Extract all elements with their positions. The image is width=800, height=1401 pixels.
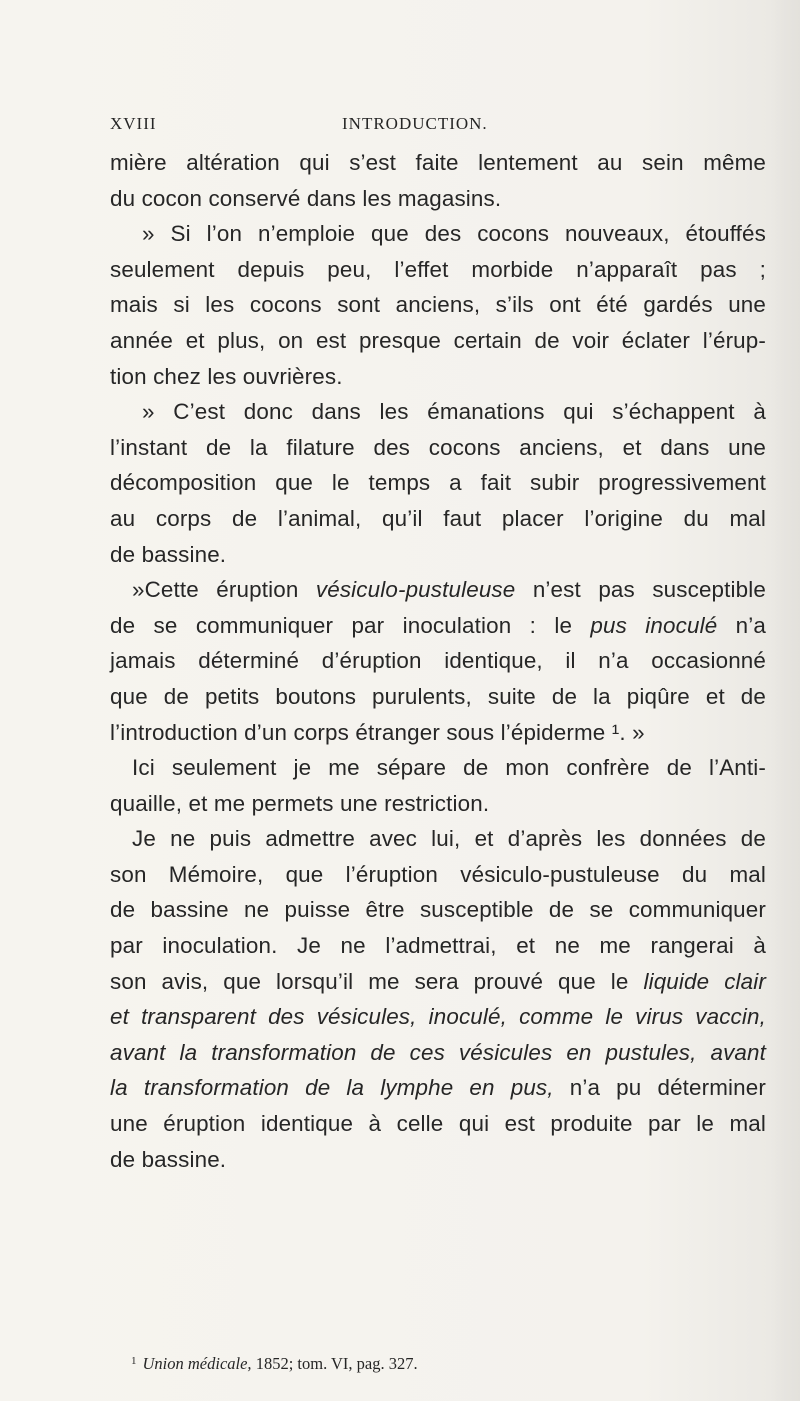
text-line [110,608,766,644]
text-segment: tion chez les ouvrières. [110,363,343,389]
text-segment: de bassine ne puisse être susceptible de se communiquer [110,897,766,923]
text-line [110,323,766,359]
running-title: INTRODUCTION. [342,114,488,133]
text-line [110,643,766,679]
text-segment: n’a pu déterminer [553,1075,766,1101]
text-line [110,1106,766,1142]
text-line [110,359,766,395]
body-text [110,145,766,1177]
text-segment: »Cette éruption [132,577,316,603]
text-line [110,1142,766,1178]
text-line [110,857,766,893]
text-segment: décomposition que le temps a fait subir progressivement [110,470,766,496]
text-line [110,821,766,857]
text-line [110,501,766,537]
footnote-source: Union médicale, [142,1354,252,1373]
text-segment: seulement depuis peu, l’effet morbide n’apparaît pas ; [110,256,766,282]
footnote [131,1354,418,1374]
text-segment: par inoculation. Je ne l’admettrai, et ne me rangerai à [110,933,766,959]
text-segment: » C’est donc dans les émanations qui s’échappent à [142,399,766,425]
italic-text: vésiculo-pustuleuse [315,577,516,603]
page-edge-shadow [770,0,800,1401]
text-line [110,892,766,928]
text-line [110,1070,766,1106]
text-line [110,537,766,573]
text-segment: mais si les cocons sont anciens, s’ils ont été gardés une [110,292,766,318]
text-line [110,964,766,1000]
text-line [110,181,766,217]
footnote-marker: 1 [131,1355,137,1367]
italic-text: la transformation de la lymphe en pus, [110,1075,554,1101]
text-line [110,786,766,822]
italic-text: pus inoculé [590,612,718,638]
text-segment: Je ne puis admettre avec lui, et d’après les données de [132,826,766,852]
text-segment: jamais déterminé d’éruption identique, il n’a occasionné [110,648,766,674]
text-line [110,394,766,430]
italic-text: et transparent des vésicules, inoculé, comme le virus vaccin, [110,1004,766,1030]
text-segment: année et plus, on est presque certain de voir éclater l’érup- [110,327,766,353]
text-line [110,928,766,964]
text-line [110,572,766,608]
text-segment: de bassine. [110,541,227,567]
page-number: XVIII [110,114,157,133]
text-segment: que de petits boutons purulents, suite de la piqûre et de [110,683,766,709]
text-line [110,216,766,252]
text-line [110,145,766,181]
text-line [110,999,766,1035]
text-line [110,750,766,786]
text-segment: n’a [717,612,766,638]
italic-text: avant la transformation de ces vésicules en pustules, avant [110,1039,766,1065]
text-line [110,252,766,288]
text-line [110,715,766,751]
footnote-details: 1852; tom. VI, pag. 327. [255,1354,418,1373]
text-segment: mière altération qui s’est faite lentement au sein même [110,150,766,175]
text-segment: de bassine. [110,1146,227,1172]
text-line [110,679,766,715]
text-segment: son avis, que lorsqu’il me sera prouvé que le [110,968,644,994]
text-line [110,287,766,323]
running-head [110,114,670,136]
text-segment: Ici seulement je me sépare de mon confrère de l’Anti- [132,755,766,781]
text-segment: son Mémoire, que l’éruption vésiculo-pustuleuse du mal [110,861,766,887]
text-segment: au corps de l’animal, qu’il faut placer l’origine du mal [110,505,766,531]
text-line [110,1035,766,1071]
text-line [110,430,766,466]
text-segment: du cocon conservé dans les magasins. [110,185,502,211]
italic-text: liquide clair [643,968,766,994]
text-segment: de se communiquer par inoculation : le [110,612,591,638]
text-segment: une éruption identique à celle qui est produite par le mal [110,1111,766,1137]
text-segment: l’instant de la filature des cocons anciens, et dans une [110,434,766,460]
text-segment: l’introduction d’un corps étranger sous l’épiderme ¹. » [110,719,645,745]
text-segment: » Si l’on n’emploie que des cocons nouveaux, étouffés [142,221,766,247]
text-line [110,465,766,501]
text-segment: n’est pas susceptible [515,577,766,603]
text-segment: quaille, et me permets une restriction. [110,790,490,816]
